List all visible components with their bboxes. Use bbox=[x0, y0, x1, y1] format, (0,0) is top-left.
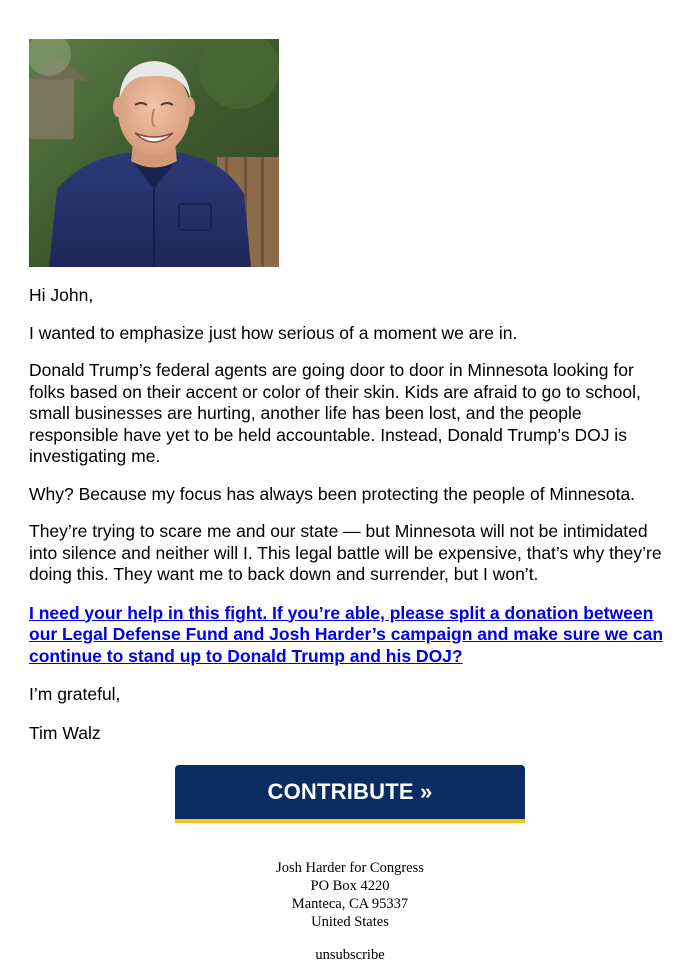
donation-link[interactable]: I need your help in this fight. If you’re able, please split a donation between our Legal Defense Fund and Josh Harder’s campaign and make sure we can continue to stand up to Donald Trump and his DOJ? bbox=[29, 602, 664, 666]
portrait-image bbox=[29, 39, 279, 267]
contribute-button[interactable]: CONTRIBUTE » bbox=[175, 765, 525, 823]
paragraph-legal-battle: They’re trying to scare me and our state — but Minnesota will not be intimidated into silence and neither will I. This legal battle will be expensive, that’s why they’re doing this. They want me to back down and surrender, but I won’t. bbox=[29, 521, 662, 584]
signature: Tim Walz bbox=[29, 722, 101, 743]
email-body bbox=[29, 39, 669, 744]
paragraph-why: Why? Because my focus has always been protecting the people of Minnesota. bbox=[29, 483, 636, 504]
paragraph-intro: I wanted to emphasize just how serious of a moment we are in. bbox=[29, 322, 518, 343]
unsubscribe-link[interactable]: unsubscribe bbox=[315, 947, 385, 963]
signoff: I’m grateful, bbox=[29, 684, 121, 704]
paragraph-agents: Donald Trump’s federal agents are going door to door in Minnesota looking for folks based on their accent or color of their skin. Kids are afraid to go to school, small businesses are hurting, another life has been lost, and the people responsible have yet to be held accountable. Instead, Donald Trump’s DOJ is investigating me. bbox=[29, 360, 641, 466]
footer-country: United States bbox=[311, 914, 389, 930]
donation-appeal bbox=[29, 603, 669, 668]
footer-address bbox=[0, 859, 700, 931]
header-photo bbox=[29, 39, 279, 267]
cta-container bbox=[175, 765, 525, 823]
footer-org: Josh Harder for Congress bbox=[276, 860, 424, 876]
footer-city-line: Manteca, CA 95337 bbox=[291, 896, 409, 912]
greeting: Hi John, bbox=[29, 285, 94, 305]
footer-address-line: PO Box 4220 bbox=[310, 878, 390, 894]
